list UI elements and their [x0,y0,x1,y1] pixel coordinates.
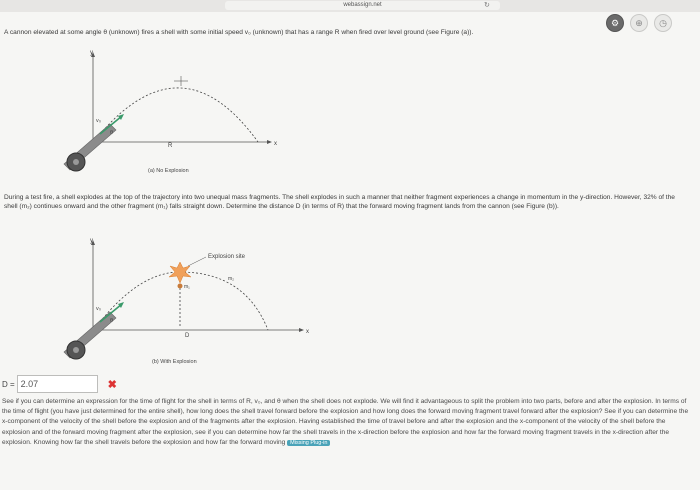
cannon [64,312,116,359]
problem-intro: A cannon elevated at some angle θ (unknown) fires a shell with some initial speed v₀ (unknown) that has a range R when fired over level ground (see Figure (a)). [4,29,474,36]
x-axis-arrow [267,140,272,144]
y-axis-label: y [90,238,93,244]
range-label: R [168,143,173,149]
v0-label: v₀ [96,118,102,124]
problem-body: During a test fire, a shell explodes at the top of the trajectory into two unequal mass fragments. The shell explodes in such a manner that neither fragment experiences a change in momentum in the y-direction. However, 32% of the shell (m₂) continues onward and the other fragment (m₁) falls straight down. Determine the distance D (in terms of R) that the forward moving fragment lands from the cannon (see Figure (b)). [4,194,675,211]
explosion-site-label: Explosion site [208,254,246,260]
answer-row [2,375,117,393]
m2-label: m₂ [228,276,235,282]
y-axis-label: y [90,50,93,56]
m1-label: m₁ [184,284,190,290]
m2-path [180,272,268,330]
angle-label: θ [110,130,114,136]
missing-plugin-badge[interactable]: Missing Plug-in [287,440,330,446]
x-axis-label: x [306,329,309,335]
url-text: webassign.net [343,2,382,8]
figure-b [60,232,330,367]
share-icon[interactable]: ⊕ [630,14,648,32]
answer-label: D = [2,379,15,389]
answer-input[interactable]: 2.07 [17,375,98,393]
question-page [0,12,700,490]
fragment-m1 [178,284,183,289]
angle-label: θ [110,318,114,324]
trajectory [100,88,258,142]
hint-text [2,397,692,448]
v0-label: v₀ [96,306,102,312]
d-label: D [185,333,190,339]
hint-body: See if you can determine an expression for the time of flight for the shell in terms of R, v₀, and θ when the shell does not explode. We will find it advantageous to split the problem into two parts, before and after the explosion. In terms of the time of flight (you have just determined for the entire shell), how long does the shell travel forward before the explosion and how long does the forward moving fragment travel forward after the explosion? See if you can determine the x-component of the velocity of the shell before the explosion and of the fragments after the explosion. Having established the time of travel before and after the explosion and the x-component of the velocity of the shell before the explosion and of the forward moving fragment after the explosion, see if you can determine how far the shell travels in the x-direction before the explosion and how far the forward moving fragment travels in the x-direction after the explosion. Knowing how far the shell travels before the explosion and how far the forward moving [2,398,689,446]
figure-a-caption: (a) No Explosion [148,168,189,174]
incorrect-icon: ✖ [107,378,117,391]
figure-a [60,42,290,177]
history-icon[interactable]: ◷ [654,14,672,32]
address-bar[interactable] [225,1,500,10]
figure-b-caption: (b) With Explosion [152,359,197,365]
settings-icon[interactable]: ⚙ [606,14,624,32]
reload-icon[interactable]: ↻ [484,2,490,9]
cannon [64,124,116,171]
x-axis-label: x [274,141,277,147]
